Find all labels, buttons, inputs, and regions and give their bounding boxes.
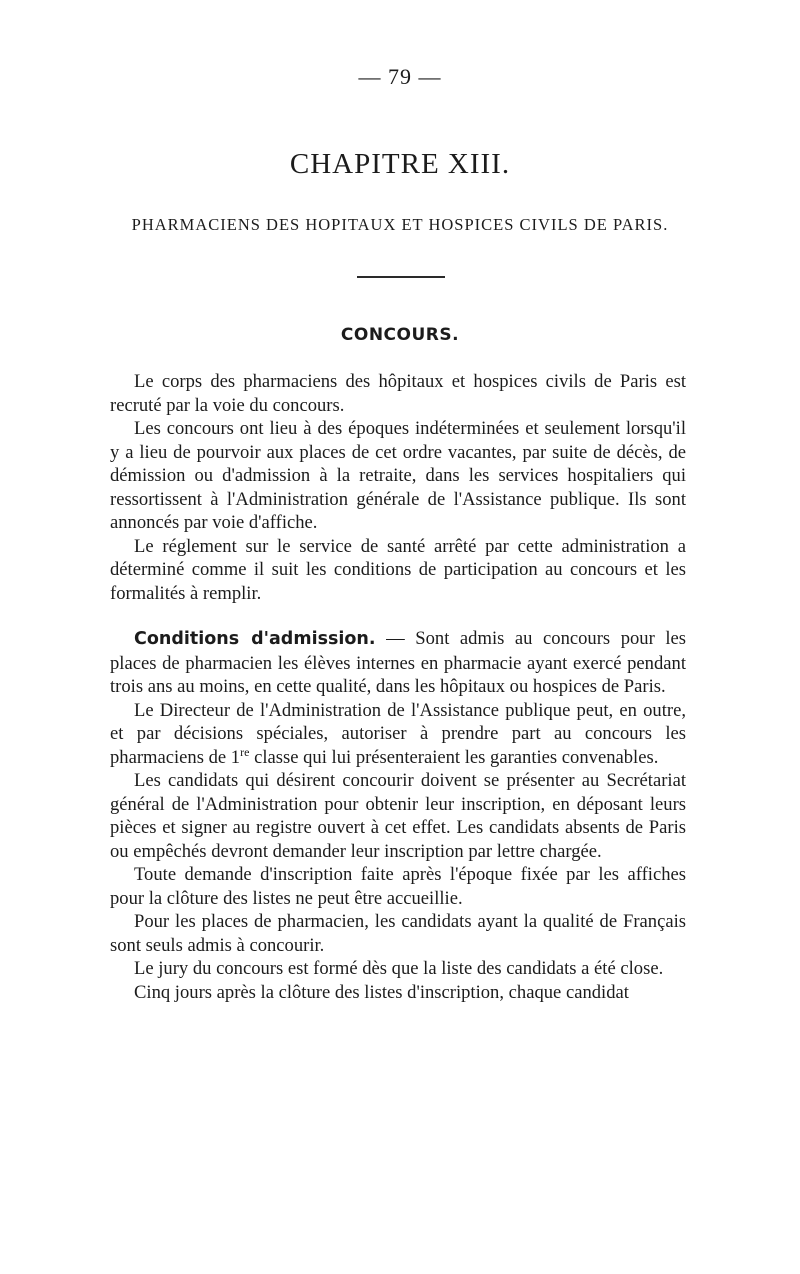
paragraph-1: Le corps des pharmaciens des hôpitaux et hospices civils de Paris est recruté par la voie du concours. [110, 371, 686, 416]
page-number: — 79 — [358, 64, 442, 89]
paragraph-3: Le réglement sur le service de santé arrêté par cette administration a déterminé comme il suit les conditions de participation au concours et les formalités à remplir. [110, 535, 686, 604]
body-text [110, 370, 686, 1004]
section-divider [357, 276, 445, 278]
paragraph-5-after: classe qui lui présenteraient les garanties convenables. [249, 746, 659, 768]
paragraph-4 [110, 627, 686, 699]
paragraph-7: Toute demande d'inscription faite après l'époque fixée par les affiches pour la clôture des listes ne peut être accueillie. [110, 864, 686, 909]
paragraph-6: Les candidats qui désirent concourir doivent se présenter au Secrétariat général de l'Administration pour obtenir leur inscription, en déposant leurs pièces et signer au registre ouvert à cet effet. Les candidats absents de Paris ou empêchés devront demander leur inscription par lettre chargée. [110, 770, 686, 862]
paragraph-2: Les concours ont lieu à des époques indéterminées et seulement lorsqu'il y a lieu de pourvoir aux places de cet ordre vacantes, par suite de décès, de démission ou d'admission à la retraite, dans les services hospitaliers qui ressortissent à l'Administration générale de l'Assistance publique. Ils sont annoncés par voie d'affiche. [110, 418, 686, 533]
chapter-subtitle: PHARMACIENS DES HOPITAUX ET HOSPICES CIVILS DE PARIS. [131, 215, 669, 234]
paragraph-4-text: — Sont admis au concours pour les places de pharmacien les élèves internes en pharmacie ayant exercé pendant trois ans au moins, en cette qualité, dans les hôpitaux ou hospices de Paris. [110, 628, 687, 697]
paragraph-9: Le jury du concours est formé dès que la liste des candidats a été close. [134, 958, 664, 979]
section-heading: CONCOURS. [340, 325, 460, 345]
paragraph-5 [110, 699, 686, 770]
paragraph-5-before: Le Directeur de l'Administration de l'Assistance publique peut, en outre, et par décisions spéciales, autoriser à prendre part au concours les pharmaciens de 1 [110, 699, 686, 768]
superscript-re: re [240, 744, 250, 759]
paragraph-8: Pour les places de pharmacien, les candidats ayant la qualité de Français sont seuls admis à concourir. [110, 911, 686, 956]
paragraph-10: Cinq jours après la clôture des listes d'inscription, chaque candidat [134, 981, 629, 1003]
run-in-heading: Conditions d'admission. [134, 629, 376, 649]
chapter-title: CHAPITRE XIII. [289, 148, 511, 180]
